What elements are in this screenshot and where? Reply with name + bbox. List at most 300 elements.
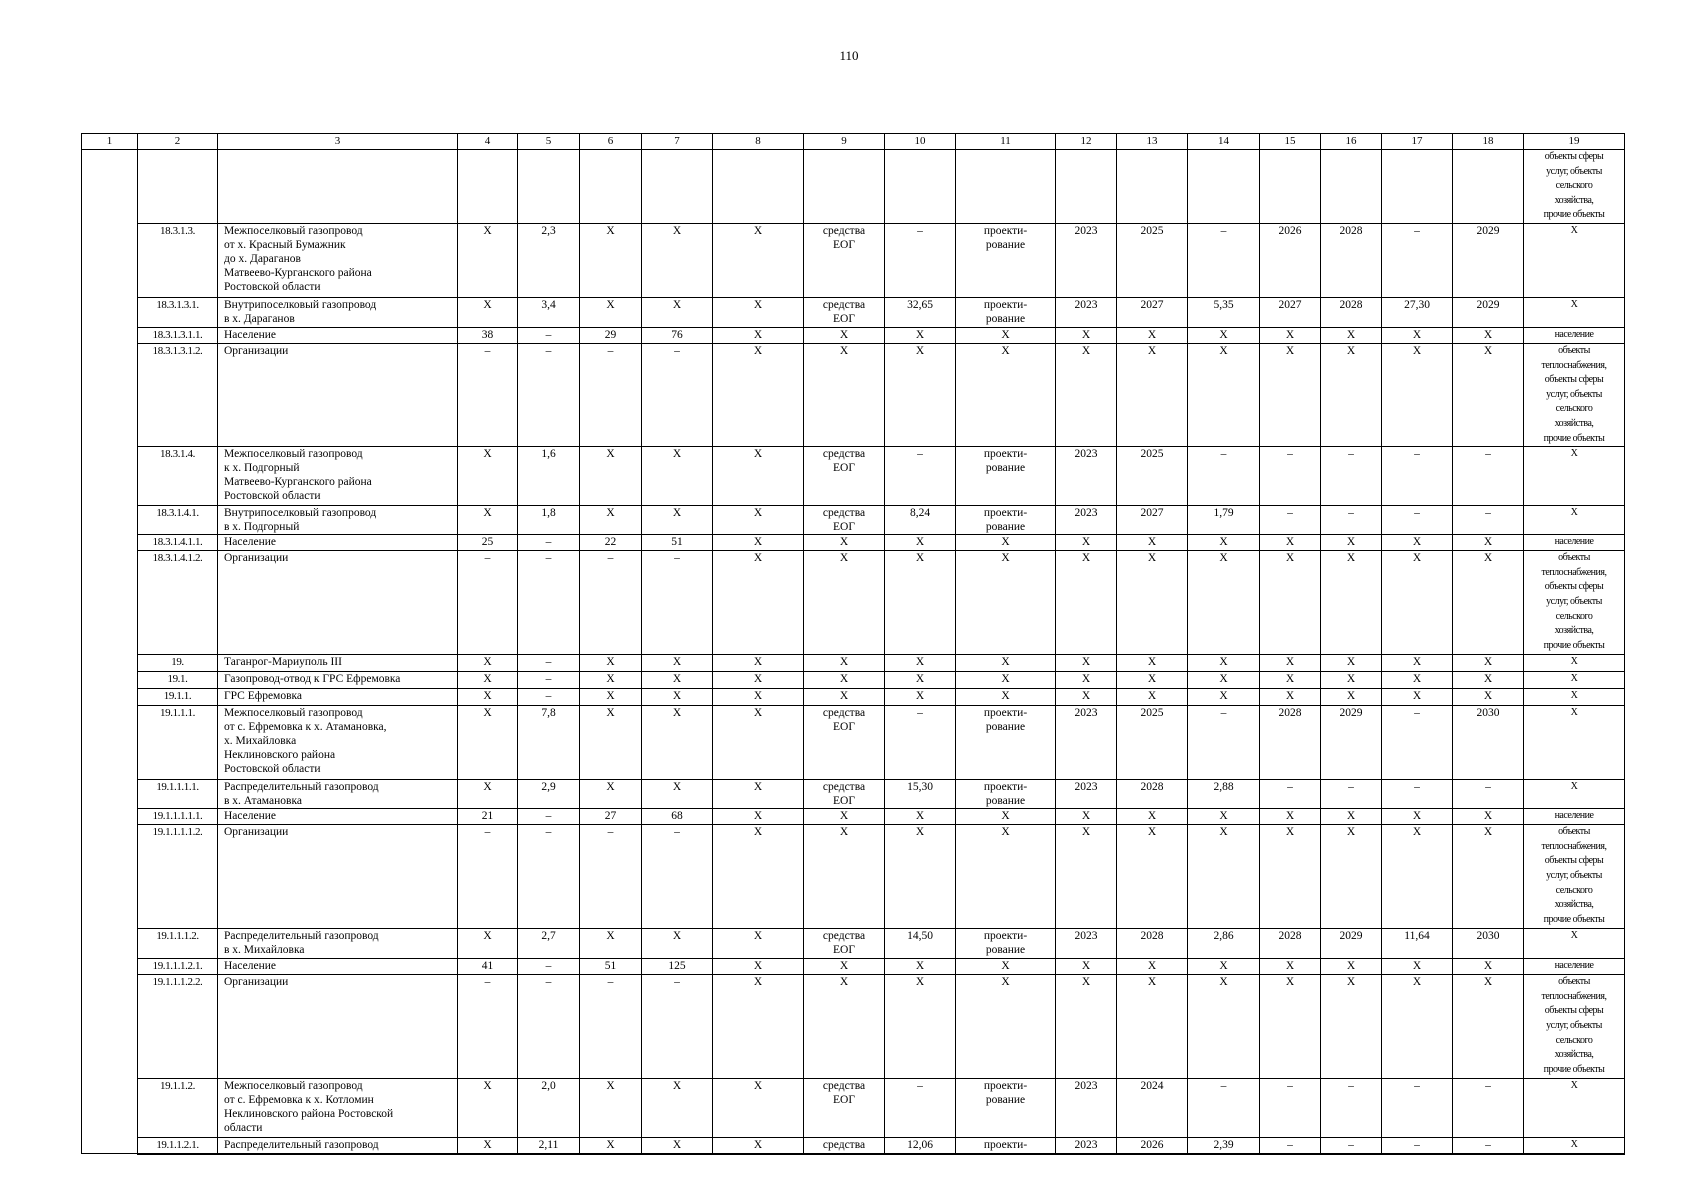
cell-col-2: 18.3.1.4.1.2. bbox=[138, 551, 218, 655]
cell-col-7: Х bbox=[642, 689, 713, 706]
cell-col-18: – bbox=[1453, 780, 1524, 809]
table-row bbox=[82, 535, 1625, 551]
cell-col-13: 2027 bbox=[1117, 297, 1188, 327]
cell-line: области bbox=[224, 1122, 263, 1135]
cell-col-14: Х bbox=[1188, 655, 1260, 672]
cell-col-13: Х bbox=[1117, 809, 1188, 825]
table-header bbox=[82, 134, 1625, 150]
cell-line: прочие объекты bbox=[1543, 432, 1605, 444]
cell-col-3: Газопровод-отвод к ГРС Ефремовка bbox=[218, 672, 458, 689]
cell-line: Ростовской области bbox=[224, 280, 321, 293]
cell-col-11: Х bbox=[956, 327, 1056, 343]
cell-col-14: Х bbox=[1188, 672, 1260, 689]
cell-col-3: Таганрог-Мариуполь III bbox=[218, 655, 458, 672]
cell-line: услуг, объекты bbox=[1546, 388, 1602, 400]
cell-col-14: – bbox=[1188, 1079, 1260, 1138]
cell-line: прочие объекты bbox=[1543, 913, 1605, 925]
column-number: 17 bbox=[1382, 134, 1453, 150]
column-number: 19 bbox=[1524, 134, 1625, 150]
cell-col-14 bbox=[1188, 150, 1260, 224]
cell-col-7: Х bbox=[642, 655, 713, 672]
cell-line: ЕОГ bbox=[833, 462, 855, 475]
cell-col-5: – bbox=[518, 535, 580, 551]
cell-col-9 bbox=[804, 447, 885, 506]
column-number: 15 bbox=[1260, 134, 1321, 150]
cell-col-17: 27,30 bbox=[1382, 297, 1453, 327]
cell-line: в х. Дараганов bbox=[224, 312, 295, 325]
cell-col-8: Х bbox=[713, 780, 804, 809]
cell-col-17: – bbox=[1382, 223, 1453, 297]
cell-col-2: 19.1.1.1.1.1. bbox=[138, 809, 218, 825]
cell-col-3 bbox=[218, 297, 458, 327]
cell-col-12: Х bbox=[1056, 689, 1117, 706]
cell-col-9 bbox=[804, 780, 885, 809]
cell-col-18: – bbox=[1453, 506, 1524, 535]
cell-col-13 bbox=[1117, 150, 1188, 224]
cell-col-17: Х bbox=[1382, 689, 1453, 706]
cell-col-15: – bbox=[1260, 506, 1321, 535]
cell-line: объекты bbox=[1558, 552, 1590, 564]
cell-col-15: Х bbox=[1260, 672, 1321, 689]
cell-col-13: Х bbox=[1117, 672, 1188, 689]
cell-col-19: Х bbox=[1524, 672, 1625, 689]
cell-col-14: 2,39 bbox=[1188, 1138, 1260, 1154]
table-row bbox=[82, 809, 1625, 825]
cell-line: проекти- bbox=[983, 224, 1028, 237]
cell-col-1 bbox=[82, 706, 138, 780]
cell-col-4: Х bbox=[458, 223, 518, 297]
cell-col-16: Х bbox=[1321, 959, 1382, 975]
cell-line: сельского bbox=[1555, 180, 1593, 192]
cell-col-3: Население bbox=[218, 327, 458, 343]
cell-col-19 bbox=[1524, 551, 1625, 655]
cell-col-5: – bbox=[518, 689, 580, 706]
cell-line: прочие объекты bbox=[1543, 639, 1605, 651]
cell-col-15: Х bbox=[1260, 809, 1321, 825]
cell-col-7 bbox=[642, 150, 713, 224]
cell-col-18: Х bbox=[1453, 825, 1524, 929]
cell-col-9: Х bbox=[804, 689, 885, 706]
cell-col-12: Х bbox=[1056, 825, 1117, 929]
cell-col-2: 19.1.1.2. bbox=[138, 1079, 218, 1138]
cell-col-3: Население bbox=[218, 809, 458, 825]
cell-col-11 bbox=[956, 929, 1056, 959]
cell-col-19: Х bbox=[1524, 706, 1625, 780]
cell-col-5: 2,7 bbox=[518, 929, 580, 959]
cell-col-4: Х bbox=[458, 929, 518, 959]
cell-col-15: 2027 bbox=[1260, 297, 1321, 327]
cell-col-12: 2023 bbox=[1056, 447, 1117, 506]
table-row bbox=[82, 1138, 1625, 1154]
cell-col-19: Х bbox=[1524, 506, 1625, 535]
cell-col-14: Х bbox=[1188, 535, 1260, 551]
cell-col-11 bbox=[956, 447, 1056, 506]
cell-col-17: Х bbox=[1382, 551, 1453, 655]
table-row bbox=[82, 327, 1625, 343]
table-row bbox=[82, 343, 1625, 446]
cell-col-19: Х bbox=[1524, 689, 1625, 706]
table-row bbox=[82, 447, 1625, 506]
table-row bbox=[82, 655, 1625, 672]
cell-col-13: Х bbox=[1117, 975, 1188, 1079]
cell-col-16: Х bbox=[1321, 825, 1382, 929]
cell-line: рование bbox=[985, 795, 1026, 808]
cell-line: до х. Дараганов bbox=[224, 252, 301, 265]
table-row bbox=[82, 150, 1625, 224]
cell-col-13: Х bbox=[1117, 825, 1188, 929]
cell-col-4: Х bbox=[458, 1079, 518, 1138]
cell-col-9: Х bbox=[804, 535, 885, 551]
column-number-row bbox=[82, 134, 1625, 150]
cell-col-16: Х bbox=[1321, 672, 1382, 689]
cell-col-5: 2,11 bbox=[518, 1138, 580, 1154]
cell-col-11 bbox=[956, 223, 1056, 297]
cell-col-13: Х bbox=[1117, 535, 1188, 551]
cell-col-15: Х bbox=[1260, 689, 1321, 706]
cell-col-9 bbox=[804, 506, 885, 535]
cell-col-6: – bbox=[580, 343, 642, 446]
cell-col-13: 2025 bbox=[1117, 706, 1188, 780]
cell-col-3 bbox=[218, 780, 458, 809]
cell-col-5: – bbox=[518, 672, 580, 689]
cell-col-6: 22 bbox=[580, 535, 642, 551]
cell-col-7: 68 bbox=[642, 809, 713, 825]
cell-col-8: Х bbox=[713, 343, 804, 446]
cell-col-3 bbox=[218, 706, 458, 780]
cell-col-11: Х bbox=[956, 672, 1056, 689]
cell-col-15: Х bbox=[1260, 535, 1321, 551]
cell-col-4: Х bbox=[458, 1138, 518, 1154]
table-row bbox=[82, 506, 1625, 535]
cell-col-8: Х bbox=[713, 1138, 804, 1154]
cell-col-19: Х bbox=[1524, 780, 1625, 809]
cell-line: рование bbox=[985, 1094, 1026, 1107]
cell-col-13: 2028 bbox=[1117, 929, 1188, 959]
cell-col-2: 18.3.1.4. bbox=[138, 447, 218, 506]
cell-col-9: Х bbox=[804, 975, 885, 1079]
cell-col-19: Х bbox=[1524, 929, 1625, 959]
cell-col-10: Х bbox=[885, 551, 956, 655]
cell-col-13: Х bbox=[1117, 551, 1188, 655]
cell-col-18: – bbox=[1453, 1079, 1524, 1138]
cell-col-2: 18.3.1.4.1. bbox=[138, 506, 218, 535]
cell-col-16: Х bbox=[1321, 975, 1382, 1079]
cell-col-18: Х bbox=[1453, 689, 1524, 706]
cell-line: средства bbox=[822, 930, 866, 943]
cell-col-1 bbox=[82, 327, 138, 343]
cell-col-12: Х bbox=[1056, 672, 1117, 689]
cell-col-9: Х bbox=[804, 809, 885, 825]
cell-line: сельского bbox=[1555, 1034, 1593, 1046]
cell-col-16: – bbox=[1321, 506, 1382, 535]
cell-col-4: – bbox=[458, 551, 518, 655]
column-number: 4 bbox=[458, 134, 518, 150]
cell-col-10: Х bbox=[885, 655, 956, 672]
cell-col-9 bbox=[804, 706, 885, 780]
cell-line: объекты сферы bbox=[1544, 855, 1604, 867]
cell-col-9: Х bbox=[804, 327, 885, 343]
cell-col-17: – bbox=[1382, 706, 1453, 780]
cell-col-17 bbox=[1382, 150, 1453, 224]
cell-col-3 bbox=[218, 929, 458, 959]
column-number: 10 bbox=[885, 134, 956, 150]
cell-line: Неклиновского района bbox=[224, 749, 336, 762]
cell-col-12 bbox=[1056, 150, 1117, 224]
cell-line: проекти- bbox=[983, 448, 1028, 461]
cell-col-4 bbox=[458, 150, 518, 224]
cell-line: теплоснабжения, bbox=[1541, 990, 1607, 1002]
cell-col-15: Х bbox=[1260, 343, 1321, 446]
column-number: 2 bbox=[138, 134, 218, 150]
cell-col-5: 2,9 bbox=[518, 780, 580, 809]
cell-col-8: Х bbox=[713, 689, 804, 706]
cell-line: в х. Атамановка bbox=[224, 795, 302, 808]
cell-col-6: Х bbox=[580, 929, 642, 959]
cell-col-11 bbox=[956, 506, 1056, 535]
cell-col-6: Х bbox=[580, 780, 642, 809]
cell-line: рование bbox=[985, 238, 1026, 251]
cell-col-14: Х bbox=[1188, 959, 1260, 975]
cell-col-8: Х bbox=[713, 1079, 804, 1138]
cell-col-10: Х bbox=[885, 535, 956, 551]
cell-col-15: 2028 bbox=[1260, 929, 1321, 959]
column-number: 1 bbox=[82, 134, 138, 150]
cell-col-8: Х bbox=[713, 959, 804, 975]
cell-line: хозяйства, bbox=[1554, 1049, 1594, 1061]
cell-col-1 bbox=[82, 780, 138, 809]
cell-col-7: – bbox=[642, 825, 713, 929]
table-row bbox=[82, 672, 1625, 689]
cell-col-9: Х bbox=[804, 672, 885, 689]
cell-col-3: Организации bbox=[218, 975, 458, 1079]
cell-col-3: Население bbox=[218, 959, 458, 975]
cell-col-3 bbox=[218, 447, 458, 506]
cell-col-5: 2,0 bbox=[518, 1079, 580, 1138]
cell-col-1 bbox=[82, 809, 138, 825]
cell-col-4: 41 bbox=[458, 959, 518, 975]
cell-col-9 bbox=[804, 223, 885, 297]
table-row bbox=[82, 959, 1625, 975]
cell-col-15: Х bbox=[1260, 551, 1321, 655]
cell-col-3: Распределительный газопровод bbox=[218, 1138, 458, 1154]
cell-line: ЕОГ bbox=[833, 795, 855, 808]
cell-line: объекты bbox=[1558, 826, 1590, 838]
cell-col-6: Х bbox=[580, 689, 642, 706]
cell-col-6: Х bbox=[580, 672, 642, 689]
cell-col-16: Х bbox=[1321, 551, 1382, 655]
cell-col-7: Х bbox=[642, 929, 713, 959]
cell-col-4: Х bbox=[458, 447, 518, 506]
cell-col-10: Х bbox=[885, 672, 956, 689]
cell-col-5: 1,8 bbox=[518, 506, 580, 535]
cell-col-6: 51 bbox=[580, 959, 642, 975]
cell-col-19 bbox=[1524, 150, 1625, 224]
cell-col-2: 19.1.1.1. bbox=[138, 706, 218, 780]
cell-col-8: Х bbox=[713, 975, 804, 1079]
column-number: 14 bbox=[1188, 134, 1260, 150]
cell-col-2: 19.1.1.2.1. bbox=[138, 1138, 218, 1154]
cell-col-6: Х bbox=[580, 1138, 642, 1154]
cell-col-1 bbox=[82, 929, 138, 959]
cell-line: хозяйства, bbox=[1554, 625, 1594, 637]
cell-col-18: Х bbox=[1453, 535, 1524, 551]
cell-line: проекти- bbox=[983, 781, 1028, 794]
cell-col-11 bbox=[956, 150, 1056, 224]
cell-col-3 bbox=[218, 150, 458, 224]
cell-line: Ростовской области bbox=[224, 763, 321, 776]
cell-line: к х. Подгорный bbox=[224, 462, 300, 475]
cell-col-18: Х bbox=[1453, 975, 1524, 1079]
cell-col-19: Х bbox=[1524, 655, 1625, 672]
cell-col-15: Х bbox=[1260, 975, 1321, 1079]
cell-col-19: Х bbox=[1524, 447, 1625, 506]
cell-col-14: 2,88 bbox=[1188, 780, 1260, 809]
cell-col-1 bbox=[82, 1079, 138, 1138]
table-row bbox=[82, 223, 1625, 297]
cell-col-3: Организации bbox=[218, 825, 458, 929]
cell-col-13: Х bbox=[1117, 959, 1188, 975]
cell-col-13: 2025 bbox=[1117, 447, 1188, 506]
cell-col-19: Х bbox=[1524, 223, 1625, 297]
cell-col-12: 2023 bbox=[1056, 1079, 1117, 1138]
cell-line: от с. Ефремовка к х. Атамановка, bbox=[224, 721, 387, 734]
cell-col-7: Х bbox=[642, 223, 713, 297]
cell-col-6: Х bbox=[580, 1079, 642, 1138]
cell-col-15: Х bbox=[1260, 825, 1321, 929]
cell-col-7: Х bbox=[642, 706, 713, 780]
cell-line: объекты сферы bbox=[1544, 1005, 1604, 1017]
cell-col-17: – bbox=[1382, 1079, 1453, 1138]
cell-col-13: 2028 bbox=[1117, 780, 1188, 809]
cell-col-12: 2023 bbox=[1056, 706, 1117, 780]
cell-line: услуг, объекты bbox=[1546, 165, 1602, 177]
cell-col-19: Х bbox=[1524, 297, 1625, 327]
cell-col-6: – bbox=[580, 825, 642, 929]
cell-col-2: 19.1.1.1.2.2. bbox=[138, 975, 218, 1079]
cell-line: сельского bbox=[1555, 403, 1593, 415]
cell-col-8: Х bbox=[713, 825, 804, 929]
cell-col-17: Х bbox=[1382, 825, 1453, 929]
cell-line: хозяйства, bbox=[1554, 194, 1594, 206]
cell-line: теплоснабжения, bbox=[1541, 840, 1607, 852]
cell-col-18: Х bbox=[1453, 343, 1524, 446]
column-number: 3 bbox=[218, 134, 458, 150]
cell-col-5: – bbox=[518, 655, 580, 672]
cell-col-1 bbox=[82, 506, 138, 535]
cell-col-12: 2023 bbox=[1056, 929, 1117, 959]
column-number: 13 bbox=[1117, 134, 1188, 150]
cell-col-17: – bbox=[1382, 1138, 1453, 1154]
cell-col-12: 2023 bbox=[1056, 223, 1117, 297]
cell-col-10: – bbox=[885, 447, 956, 506]
cell-line: объекты сферы bbox=[1544, 581, 1604, 593]
cell-col-8: Х bbox=[713, 506, 804, 535]
cell-col-8: Х bbox=[713, 297, 804, 327]
cell-col-1 bbox=[82, 1138, 138, 1154]
cell-col-1 bbox=[82, 672, 138, 689]
cell-col-10: – bbox=[885, 1079, 956, 1138]
cell-col-9: средства bbox=[804, 1138, 885, 1154]
cell-col-5: – bbox=[518, 343, 580, 446]
cell-col-8: Х bbox=[713, 327, 804, 343]
cell-line: Межпоселковый газопровод bbox=[224, 1080, 363, 1093]
cell-col-11: Х bbox=[956, 809, 1056, 825]
cell-col-1 bbox=[82, 297, 138, 327]
cell-col-11: Х bbox=[956, 343, 1056, 446]
cell-col-2: 18.3.1.3.1. bbox=[138, 297, 218, 327]
cell-col-2: 19.1.1.1.1.2. bbox=[138, 825, 218, 929]
cell-line: услуг, объекты bbox=[1546, 595, 1602, 607]
cell-col-14: – bbox=[1188, 223, 1260, 297]
cell-line: х. Михайловка bbox=[224, 735, 297, 748]
cell-col-8: Х bbox=[713, 672, 804, 689]
cell-line: ЕОГ bbox=[833, 238, 855, 251]
cell-col-17: Х bbox=[1382, 343, 1453, 446]
cell-line: в х. Михайловка bbox=[224, 944, 305, 957]
column-number: 9 bbox=[804, 134, 885, 150]
cell-col-17: Х bbox=[1382, 959, 1453, 975]
cell-col-2: 19. bbox=[138, 655, 218, 672]
table-row bbox=[82, 929, 1625, 959]
cell-col-17: Х bbox=[1382, 672, 1453, 689]
table-row bbox=[82, 780, 1625, 809]
cell-col-14: 2,86 bbox=[1188, 929, 1260, 959]
cell-col-12: Х bbox=[1056, 975, 1117, 1079]
cell-line: в х. Подгорный bbox=[224, 521, 300, 534]
cell-col-9: Х bbox=[804, 825, 885, 929]
cell-col-6: 27 bbox=[580, 809, 642, 825]
cell-col-2: 18.3.1.3.1.1. bbox=[138, 327, 218, 343]
cell-col-10: 15,30 bbox=[885, 780, 956, 809]
cell-line: Матвеево-Курганского района bbox=[224, 266, 372, 279]
cell-col-13: Х bbox=[1117, 343, 1188, 446]
cell-col-11: Х bbox=[956, 689, 1056, 706]
cell-col-7: Х bbox=[642, 1079, 713, 1138]
cell-col-5: 2,3 bbox=[518, 223, 580, 297]
cell-col-10: Х bbox=[885, 825, 956, 929]
cell-col-13: 2026 bbox=[1117, 1138, 1188, 1154]
cell-col-18: – bbox=[1453, 1138, 1524, 1154]
cell-col-1 bbox=[82, 655, 138, 672]
cell-col-7: 125 bbox=[642, 959, 713, 975]
cell-line: Распределительный газопровод bbox=[224, 781, 379, 794]
cell-col-15: – bbox=[1260, 780, 1321, 809]
cell-line: рование bbox=[985, 462, 1026, 475]
cell-col-17: Х bbox=[1382, 655, 1453, 672]
cell-col-3 bbox=[218, 223, 458, 297]
cell-col-12: Х bbox=[1056, 809, 1117, 825]
cell-col-6: Х bbox=[580, 223, 642, 297]
cell-col-7: 51 bbox=[642, 535, 713, 551]
cell-col-18 bbox=[1453, 150, 1524, 224]
cell-line: рование bbox=[985, 721, 1026, 734]
cell-col-11 bbox=[956, 297, 1056, 327]
cell-col-13: Х bbox=[1117, 327, 1188, 343]
cell-col-11: Х bbox=[956, 551, 1056, 655]
cell-col-16: 2029 bbox=[1321, 929, 1382, 959]
cell-line: теплоснабжения, bbox=[1541, 566, 1607, 578]
cell-col-5: – bbox=[518, 975, 580, 1079]
cell-col-16: – bbox=[1321, 447, 1382, 506]
cell-col-16: 2028 bbox=[1321, 223, 1382, 297]
cell-col-8 bbox=[713, 150, 804, 224]
cell-col-14: – bbox=[1188, 706, 1260, 780]
cell-col-9 bbox=[804, 929, 885, 959]
cell-col-1 bbox=[82, 150, 138, 224]
cell-col-10: 14,50 bbox=[885, 929, 956, 959]
cell-col-16: Х bbox=[1321, 535, 1382, 551]
cell-col-4: Х bbox=[458, 780, 518, 809]
